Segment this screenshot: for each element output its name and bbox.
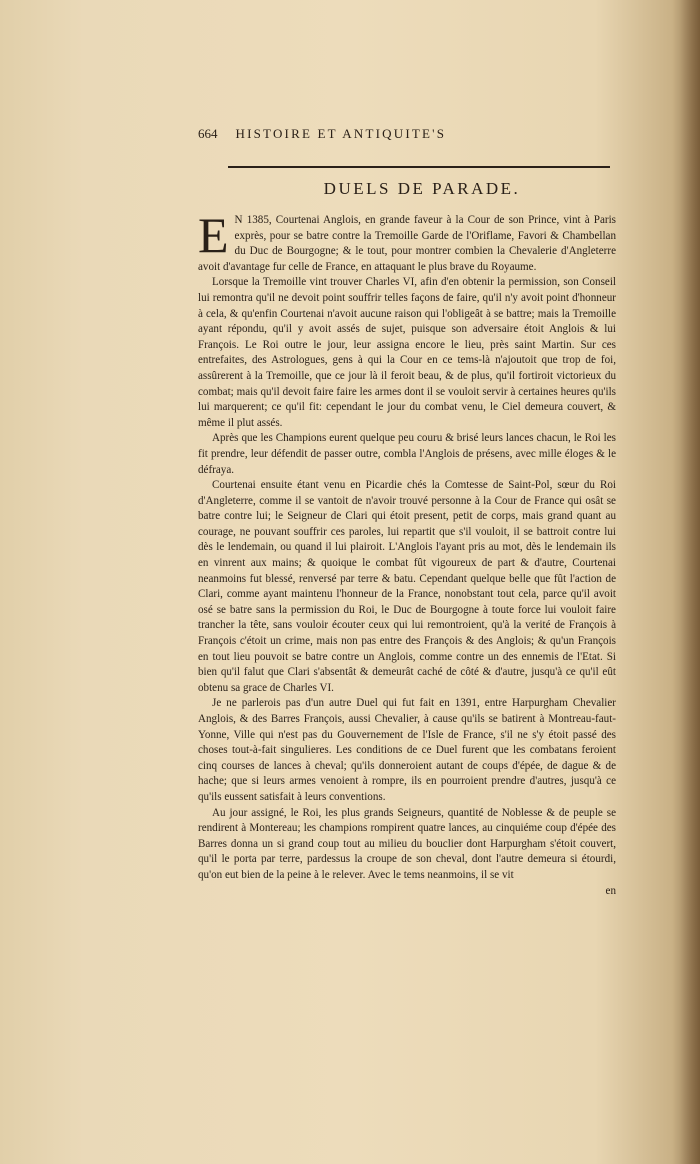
catchword: en (605, 884, 616, 897)
page-number: 664 (198, 126, 218, 141)
paragraph-2: Lorsque la Tremoille vint trouver Charles VI, afin d'en obtenir la permission, son Conseil lui remontra qu'il ne devoit point souffrir telles façons de faire, qu'il n'y avoit point d'honneur à cela, & qu'enfin Courtenai n'avoit aucune raison qui l'obligeât à se battre; mais la Tremoille ayant répondu, qu'il y avoit assés de sujet, puisque son adversaire étoit Anglois & lui François. Le Roi outre le jour, leur assigna encore le lieu, près saint Martin. Sur ces entrefaites, des Astrologues, gens à qui la Cour en ce tems-là n'ajoutoit que trop de foi, assûrerent à la Tremoille, que ce jour là il feroit beau, & de plus, qu'il fortiroit victorieux du combat; mais qu'il devoit faire faire les armes dont il se vouloit servir à certaines heures qu'ils lui marquerent; ce qu'il fit: cependant le jour du combat venu, le Ciel demeura couvert, & même il plut assés. (198, 276, 616, 429)
paragraph-4: Courtenai ensuite étant venu en Picardie chés la Comtesse de Saint-Pol, sœur du Roi d'Angleterre, comme il se vantoit de n'avoir trouvé personne à la Cour de France qui osât se batre contre lui; le Seigneur de Clari qui étoit present, petit de corps, mais grand quant au courage, ne pouvant souffrir ces paroles, lui repartit que s'il vouloit, il se battroit contre lui dès le lendemain, ou quand il lui plairoit. L'Anglois l'ayant pris au mot, dès le lendemain ils en vinrent aux mains; & quoique le combat fût vigoureux de part & d'autre, Courtenai neanmoins fut blessé, renversé par terre & batu. Cependant quelque belle que fût l'action de Clari, comme ayant maintenu l'honneur de la France, nonobstant tout cela, parce qu'il avoit osé se batre sans la permission du Roi, le Duc de Bourgogne à toute force lui vouloit faire trancher la tête, sans vouloir écouter ceux qui lui remontroient, qu'à la verité de François à François c'étoit un crime, mais non pas entre des François & des Anglois; & qu'un François en tout lieu pouvoit se batre contre un Anglois, comme contre un des ennemis de l'Etat. Si bien qu'il falut que Clari s'absentât & demeurât caché de côté & d'autre, jusqu'à ce qu'il eût obtenu sa grace de Charles VI. (198, 479, 616, 694)
paragraph-1 (198, 207, 616, 275)
running-head (198, 126, 616, 160)
paragraph-6: Au jour assigné, le Roi, les plus grands Seigneurs, quantité de Noblesse & de peuple se rendirent à Montereau; les champions rompirent quatre lances, au cinquiéme coup d'épée des Barres donna un si grand coup tout au milieu du bouclier dont Harpurgham s'étoit couvert, qu'il le porta par terre, pardessus la croupe de son cheval, dont l'autre demeura si étourdi, qu'on eut bien de la peine à le relever. Avec le tems neanmoins, il se vit (198, 806, 616, 881)
header-rule (228, 166, 610, 168)
drop-cap: E (198, 207, 229, 263)
paragraph-3: Après que les Champions eurent quelque peu couru & brisé leurs lances chacun, le Roi les fit prendre, leur défendit de passer outre, combla l'Anglois de présens, avec mille éloges & le défraya. (198, 432, 616, 476)
paragraph-1-text: N 1385, Courtenai Anglois, en grande faveur à la Cour de son Prince, vint à Paris exprès, pour se batre contre la Tremoille Garde de l'Oriflame, Favori & Chambellan du Duc de Bourgogne; & le tout, pour montrer combien la Chevalerie d'Angleterre avoit d'avantage fur celle de France, en attaquant le plus brave du Royaume. (198, 214, 616, 273)
section-title: DUELS DE PARADE. (323, 179, 521, 198)
paragraph-5: Je ne parlerois pas d'un autre Duel qui fut fait en 1391, entre Harpurgham Chevalier Anglois, & des Barres François, aussi Chevalier, à cause qu'ils se batirent à Montreau-faut-Yonne, Ville qui n'est pas du Gouvernement de l'Isle de France, s'il ne s'y étoit passé des choses tout-à-fait singulieres. Les conditions de ce Duel furent que les combatans feroient cinq courses de lances à cheval; qu'ils donneroient autant de coups d'épée, de dague & de hache; que si leurs armes venoient à rompre, ils en pourroient prendre d'autres, jusqu'à ce qu'ils eussent satisfait à leurs conventions. (198, 697, 616, 803)
text-block (198, 126, 616, 897)
running-title: HISTOIRE ET ANTIQUITE'S (235, 126, 447, 141)
page-edge-shadow (680, 0, 700, 1164)
